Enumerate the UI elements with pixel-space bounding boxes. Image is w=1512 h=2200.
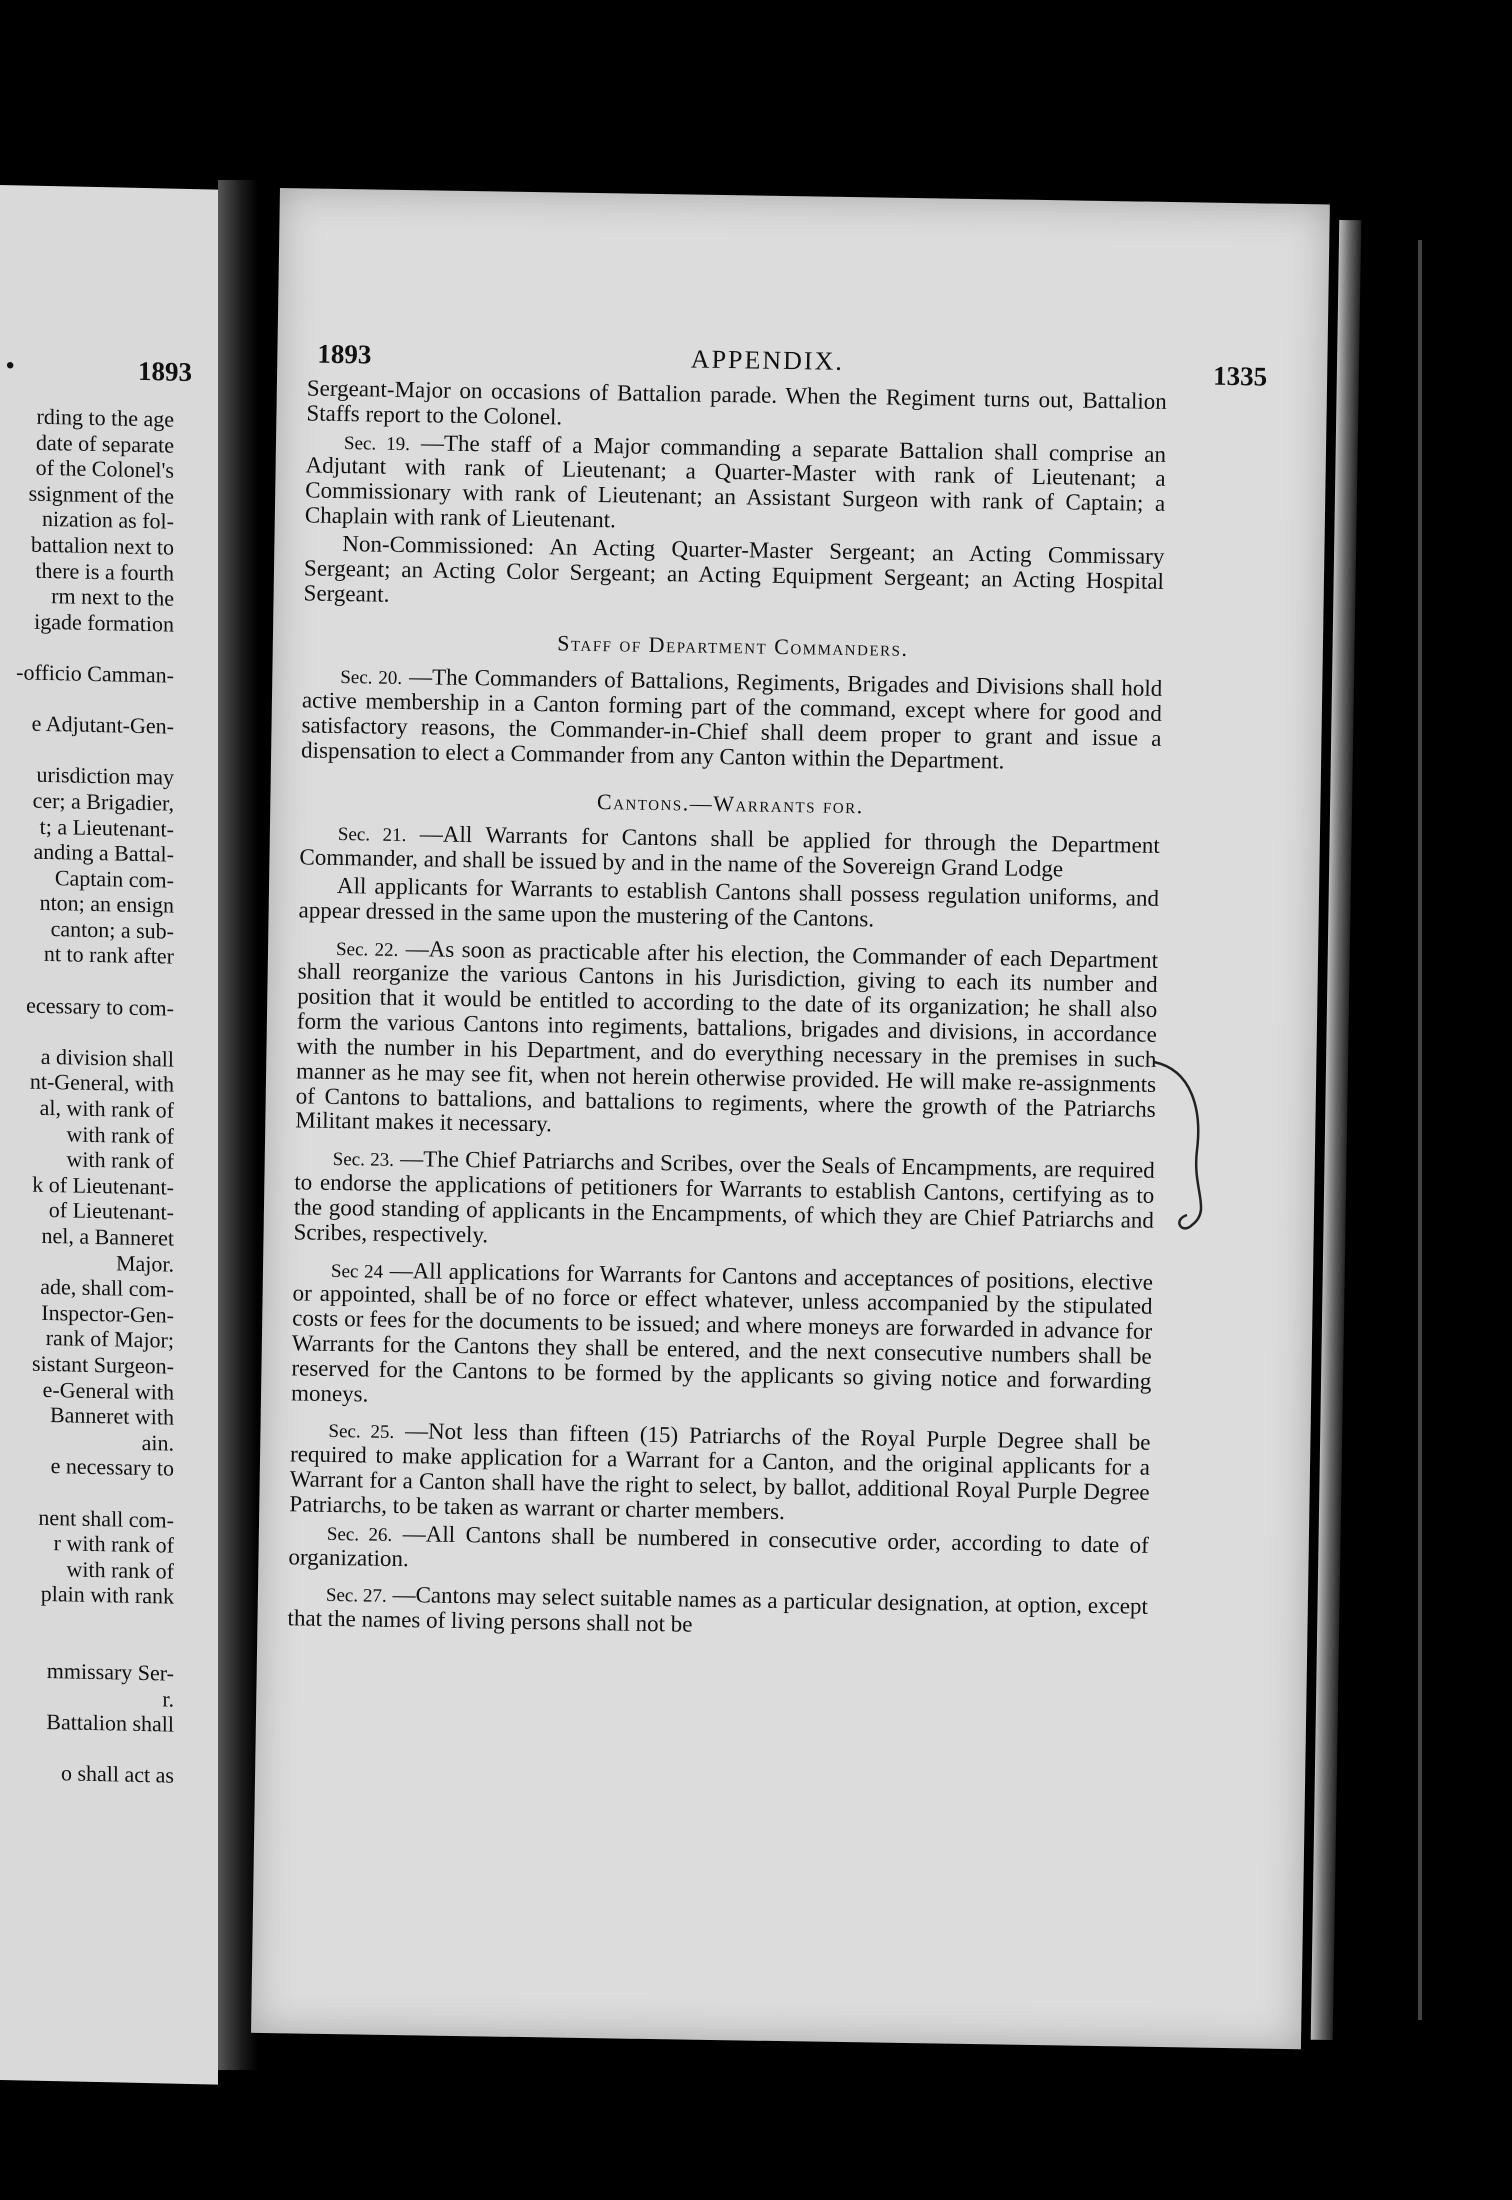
section-20 [301, 664, 1162, 777]
header-title: APPENDIX. [690, 344, 845, 376]
left-page-line: Major. [115, 1250, 174, 1277]
paragraph-continuation: Sergeant-Major on occasions of Battalion parade. When the Regiment turns out, Battalion Staffs report to the Colonel. [306, 375, 1167, 430]
left-page-line: with rank of [66, 1121, 174, 1149]
left-page-line: nent shall com- [38, 1504, 174, 1533]
section-text: —All applications for Warrants for Cantons and acceptances of positions, elective or appointed, shall be of no force or effect whatever, unless accompanied by the stipulated costs or fees for the documents to be issued; and where moneys are forwarded in advance for Warrants for the Cantons they shall be entered, and the next consecutive numbers shall be reserved for the Cantons to be formed by the applicants so giving notice and forwarding moneys. [290, 1257, 1154, 1407]
left-page-line: o shall act as [60, 1760, 174, 1789]
section-label: Sec. 25. [328, 1421, 395, 1444]
left-page-line: Captain com- [54, 864, 174, 893]
left-page-line: rm next to the [51, 583, 174, 611]
section-label: Sec. 21. [337, 824, 407, 847]
body-text [287, 376, 1167, 1644]
section-text: —Cantons may select suitable names as a particular designation, at option, except that the names of living persons shall not be [287, 1582, 1149, 1637]
section-text: —As soon as practicable after his election, the Commander of each Department shall reorganize the various Cantons in his Jurisdiction, giving to each its number and position that it would be entitled to according to the date of its organization; he shall also form the various Cantons into regiments, battalions, brigades and divisions, in accordance with the number in his Department, and do everything necessary in the premises in such manner as he may see fit, when not herein otherwise provided. He will make re-assignments of Cantons to battalions, and battalions to regiments, where the growth of the Patriarchs Militant makes it necessary. [295, 935, 1159, 1137]
left-page-line: cer; a Brigadier, [32, 787, 174, 816]
left-page [0, 185, 218, 2085]
left-page-line: there is a fourth [35, 557, 174, 586]
left-page-line: anding a Battal- [33, 838, 174, 867]
page-edge-line [1418, 240, 1422, 2020]
left-page-line [0, 1629, 174, 1661]
section-19 [305, 429, 1166, 542]
section-text: —All Warrants for Cantons shall be applied for through the Department Commander, and shall be issued by and in the name of the Sovereign Grand Lodge [299, 821, 1160, 882]
applicants-paragraph: All applicants for Warrants to establish Cantons shall possess regulation uniforms, and appear dressed in the same upon the mustering of the Cantons. [298, 872, 1160, 932]
section-text: —All Cantons shall be numbered in consecutive order, according to date of organization. [288, 1520, 1150, 1571]
section-23 [293, 1146, 1154, 1259]
page-number: 1335 [1212, 360, 1268, 392]
left-page-line: urisdiction may [36, 762, 174, 790]
left-page-line: nt-General, with [29, 1069, 174, 1098]
section-text: —Not less than fifteen (15) Patriarchs of the Royal Purple Degree shall be required to make application for a Warrant for a Canton, and the original applicants for a Warrant for a Canton shall have the right to select, by ballot, additional Royal Purple Degree Patriarchs, to be taken as warrant or charter members. [289, 1418, 1151, 1525]
left-page-line: date of separate [35, 429, 174, 458]
section-22 [295, 935, 1158, 1147]
left-page-line: rding to the age [36, 403, 174, 432]
section-label: Sec. 23. [332, 1149, 395, 1172]
left-page-line: ade, shall com- [40, 1274, 174, 1302]
left-page-line: plain with rank [40, 1581, 174, 1609]
left-page-line: e necessary to [50, 1453, 174, 1481]
left-page-line: a division shall [40, 1043, 174, 1072]
left-page-line: e Adjutant-Gen- [31, 710, 174, 739]
left-page-line: battalion next to [31, 531, 174, 560]
left-page-line: al, with rank of [39, 1094, 174, 1123]
left-page-line: with rank of [66, 1556, 174, 1584]
left-page-line: e-General with [42, 1376, 174, 1405]
section-26 [288, 1520, 1149, 1583]
heading-staff-of-department-commanders: Staff of Department Commanders. [557, 630, 909, 662]
section-label: Sec 24 [330, 1260, 384, 1283]
left-page-line: nton; an ensign [39, 890, 174, 918]
left-page-line: of the Colonel's [35, 454, 174, 483]
left-page-line: nization as fol- [42, 506, 174, 535]
header-year: 1893 [317, 338, 372, 370]
left-page-line: ain. [141, 1429, 174, 1456]
handwritten-bracket-mark [1152, 1050, 1222, 1250]
left-page-line: k of Lieutenant- [32, 1171, 174, 1200]
left-page-line: of Lieutenant- [48, 1197, 174, 1226]
section-label: Sec. 20. [340, 667, 403, 690]
left-page-line: mmissary Ser- [46, 1658, 174, 1686]
left-page-line: igade formation [34, 608, 174, 637]
section-label: Sec. 27. [325, 1585, 387, 1608]
non-commissioned-paragraph: Non-Commissioned: An Acting Quarter-Master Sergeant; an Acting Commissary Sergeant; an Acting Color Sergeant; an Acting Equipment Sergeant; an Acting Hospital Sergeant. [303, 530, 1165, 607]
left-page-line: Battalion shall [46, 1709, 174, 1737]
left-page-line: rank of Major; [45, 1325, 174, 1354]
left-page-line: ssignment of the [28, 480, 174, 509]
section-text: —The Commanders of Battalions, Regiments, Brigades and Divisions shall hold active membership in a Canton forming part of the command, except where for good and satisfactory reasons, the Commander-in-Chief shall deem proper to grant and issue a dispensation to elect a Commander from any Canton within the Department. [300, 664, 1163, 774]
section-label: Sec. 19. [343, 432, 411, 455]
left-page-line: with rank of [66, 1146, 174, 1174]
section-text: —The Chief Patriarchs and Scribes, over the Seals of Encampments, are required to endorse the applications of petitioners for Warrants to establish Cantons, certifying as to the good standing of applicants in the Encampments, of which they are Chief Patriarchs and Scribes, respectively. [293, 1146, 1155, 1248]
left-page-line: Inspector-Gen- [41, 1299, 174, 1328]
left-page-line: nel, a Banneret [41, 1222, 174, 1251]
left-page-line: nt to rank after [43, 941, 174, 970]
left-page-line: -officio Camman- [16, 659, 174, 688]
left-page-line: Banneret with [49, 1402, 174, 1430]
left-page-line: t; a Lieutenant- [39, 813, 174, 842]
left-page-mark: • [6, 353, 15, 380]
left-page-line: ecessary to com- [26, 992, 174, 1021]
section-text: —The staff of a Major commanding a separate Battalion shall comprise an Adjutant with rank of Lieutenant; a Quarter-Master with rank of Lieutenant; a Commissionary with rank of Lieutenant; an Assistant Surgeon with rank of Captain; a Chaplain with rank of Lieutenant. [304, 429, 1167, 533]
heading-cantons-warrants: Cantons.—Warrants for. [596, 788, 864, 818]
left-page-text [0, 400, 174, 1788]
left-page-line: canton; a sub- [50, 915, 174, 944]
section-label: Sec. 26. [326, 1523, 393, 1546]
left-page-line: r with rank of [53, 1530, 174, 1558]
section-24 [291, 1257, 1153, 1419]
section-25 [289, 1418, 1150, 1531]
left-page-line: sistant Surgeon- [32, 1350, 174, 1379]
section-27 [287, 1582, 1148, 1645]
book-gutter [218, 180, 258, 2070]
left-page-line: r. [162, 1686, 174, 1712]
left-page-number: 1893 [138, 355, 192, 388]
section-label: Sec. 22. [335, 938, 399, 961]
